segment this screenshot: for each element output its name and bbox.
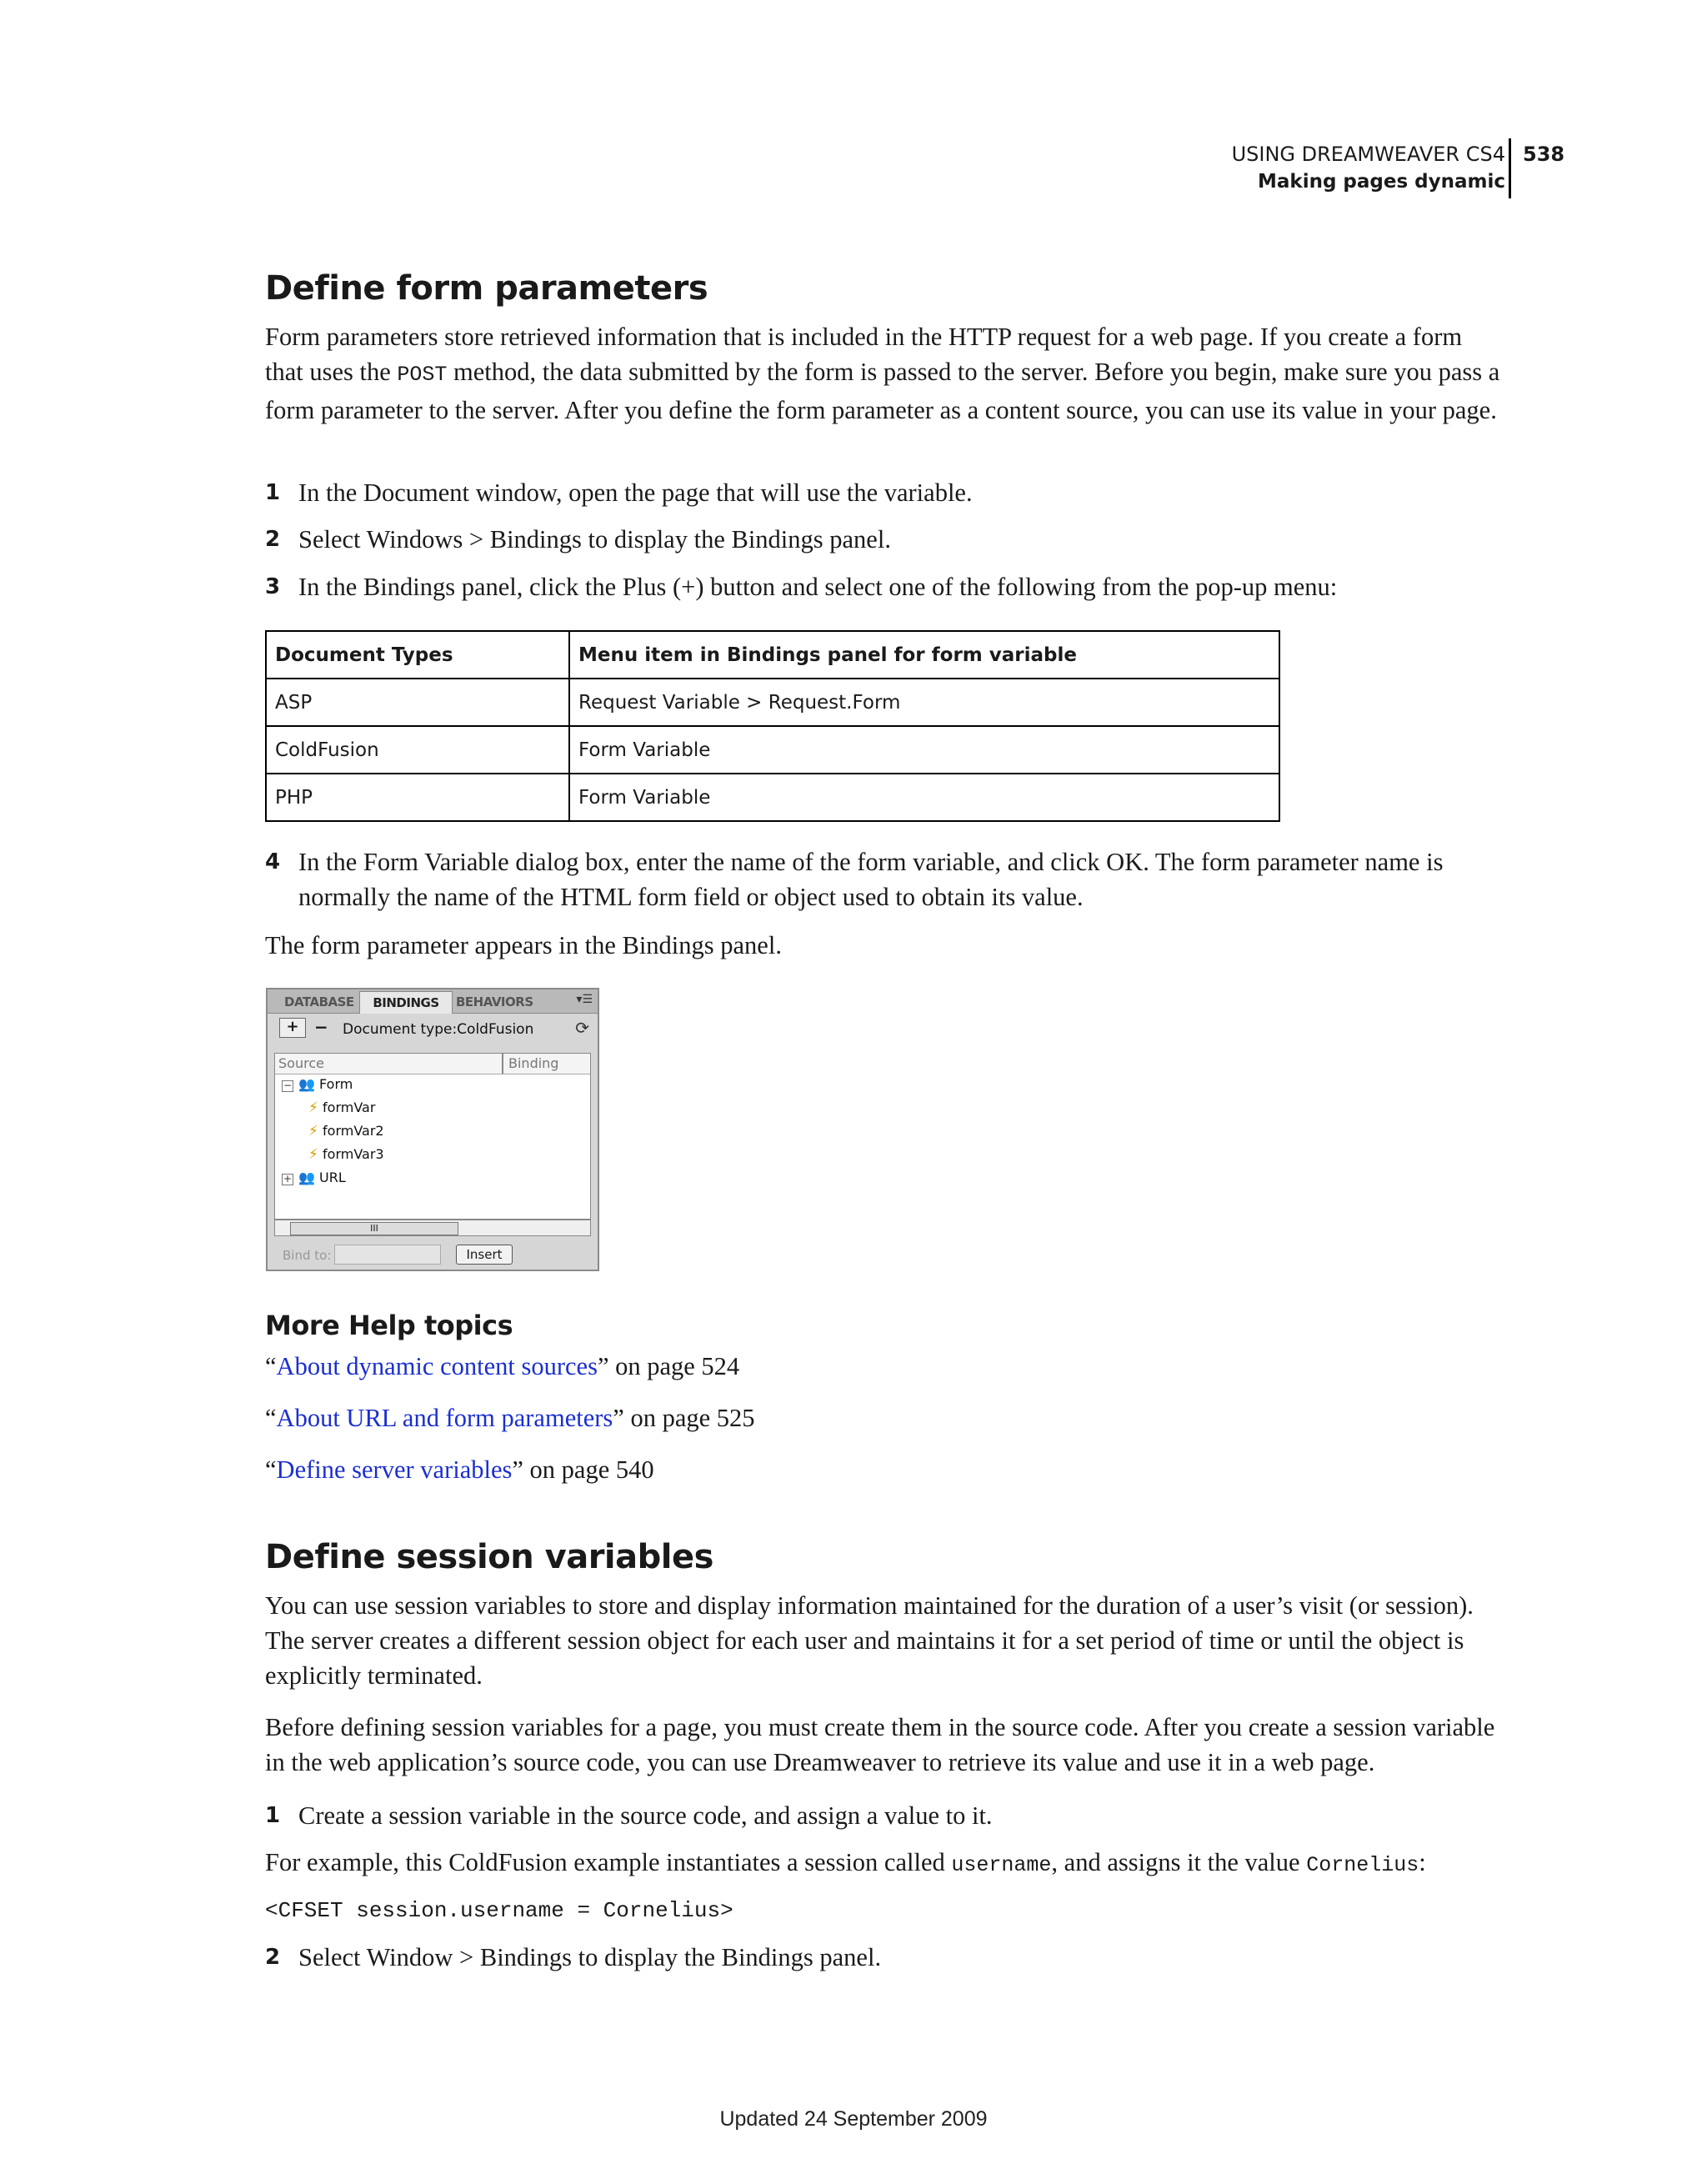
step-number: 1 <box>265 480 281 505</box>
step-text: In the Form Variable dialog box, enter the name of the form variable, and click OK. The form parameter name is normally the name of the HTML form field or object used to obtain its value. <box>298 848 1444 911</box>
expand-url-icon[interactable]: + <box>283 1173 293 1185</box>
lightning-icon: ⚡ <box>308 1123 318 1140</box>
intro-code: POST <box>397 363 448 387</box>
refresh-icon[interactable]: ⟳ <box>575 1018 589 1038</box>
bindings-tree <box>274 1053 591 1220</box>
tab-behaviors[interactable]: BEHAVIORS <box>456 994 533 1009</box>
lightning-icon: ⚡ <box>308 1100 318 1116</box>
table-cell: Form Variable <box>569 726 1279 774</box>
collapse-form-icon[interactable]: − <box>283 1079 293 1091</box>
after-steps-paragraph <box>265 928 1500 963</box>
session-example <box>265 1845 1500 1883</box>
table-row <box>266 774 1279 821</box>
step-2 <box>265 522 1500 557</box>
intro-paragraph <box>265 319 1500 428</box>
example-text-3: : <box>1419 1848 1426 1876</box>
table-row <box>266 679 1279 726</box>
step-number: 2 <box>265 1945 281 1970</box>
panel-footer <box>268 1240 598 1270</box>
table-header-row <box>266 631 1279 679</box>
step-text: Select Windows > Bindings to display the Bindings panel. <box>298 525 891 554</box>
panel-menu-icon[interactable]: ▾☰ <box>576 993 593 1006</box>
column-binding[interactable]: Binding <box>508 1055 559 1071</box>
form-group-icon: 👥 <box>298 1076 315 1092</box>
step-text: Create a session variable in the source code, and assign a value to it. <box>298 1801 993 1830</box>
tree-item-form[interactable] <box>298 1074 353 1095</box>
tab-bindings[interactable]: BINDINGS <box>359 991 453 1014</box>
example-code-2: Cornelius <box>1306 1853 1419 1877</box>
step-number: 3 <box>265 574 281 599</box>
page-number: 538 <box>1523 143 1565 166</box>
section-define-session-variables <box>265 1537 1500 1577</box>
tree-item-label: formVar2 <box>323 1123 384 1139</box>
tree-item-label: Form <box>319 1076 353 1092</box>
add-binding-button[interactable]: + <box>279 1018 306 1038</box>
help-link[interactable]: Define server variables <box>276 1455 513 1484</box>
header-divider <box>1509 138 1511 198</box>
help-link-page: on page 540 <box>523 1455 654 1484</box>
step-text: Select Window > Bindings to display the Bindings panel. <box>298 1943 882 1971</box>
after-steps-text: The form parameter appears in the Bindings panel. <box>265 931 782 959</box>
intro-text-1: Form parameters store retrieved information that is included in the HTTP request for a web page. If you create a form that uses the <box>265 323 1463 386</box>
table-cell: PHP <box>266 774 569 821</box>
step-4 <box>265 844 1500 914</box>
code-sample <box>265 1896 1500 1926</box>
session-paragraph-1 <box>265 1588 1500 1693</box>
step-text: In the Bindings panel, click the Plus (+) button and select one of the following from the pop-up menu: <box>298 573 1338 601</box>
step-number: 2 <box>265 527 281 552</box>
table-row <box>266 726 1279 774</box>
table-cell: ASP <box>266 679 569 726</box>
table-header-cell: Document Types <box>266 631 569 679</box>
bind-to-label: Bind to: <box>283 1248 332 1263</box>
help-link-page: on page 525 <box>623 1404 755 1432</box>
document-type-label: Document type:ColdFusion <box>343 1021 534 1038</box>
scrollbar-thumb[interactable]: III <box>290 1222 458 1235</box>
session-paragraph-2 <box>265 1710 1500 1780</box>
tree-item-formvar[interactable] <box>308 1097 375 1119</box>
section-define-form-parameters <box>265 268 1500 308</box>
insert-button[interactable]: Insert <box>456 1245 513 1265</box>
running-header <box>1232 140 1505 195</box>
help-link[interactable]: About URL and form parameters <box>276 1404 613 1432</box>
column-source[interactable]: Source <box>278 1055 324 1071</box>
updated-date-footer: Updated 24 September 2009 <box>719 2107 988 2131</box>
help-link[interactable]: About dynamic content sources <box>276 1352 598 1380</box>
table-header-cell: Menu item in Bindings panel for form variable <box>569 631 1279 679</box>
session-step-2 <box>265 1940 1500 1975</box>
section-heading: Define form parameters <box>265 269 708 308</box>
bindings-panel-screenshot <box>266 988 599 1271</box>
help-link-3-row: “Define server variables” on page 540 <box>265 1455 654 1484</box>
help-link-2-row: “About URL and form parameters” on page 525 <box>265 1404 755 1432</box>
tree-item-formvar3[interactable] <box>308 1144 384 1165</box>
panel-tab-bar <box>268 989 598 1014</box>
step-1 <box>265 475 1500 510</box>
step-number: 4 <box>265 849 281 874</box>
intro-text-2: method, the data submitted by the form is passed to the server. Before you begin, make sure you pass a form parameter to the server. After you define the form parameter as a content source, you can use its value in your page. <box>265 358 1500 424</box>
tree-column-header <box>275 1054 590 1074</box>
tree-item-label: formVar3 <box>323 1146 384 1162</box>
help-link-page: on page 524 <box>608 1352 740 1380</box>
example-text-2: , and assigns it the value <box>1051 1848 1307 1876</box>
tree-item-url[interactable] <box>298 1167 346 1189</box>
section-heading: Define session variables <box>265 1538 713 1576</box>
step-number: 1 <box>265 1803 281 1828</box>
running-header-subtitle: Making pages dynamic <box>1257 171 1505 193</box>
panel-toolbar <box>268 1014 598 1041</box>
session-step-1 <box>265 1798 1500 1833</box>
example-code-1: username <box>951 1853 1052 1877</box>
column-separator[interactable] <box>502 1054 503 1074</box>
running-header-title: USING DREAMWEAVER CS4 <box>1231 143 1505 166</box>
step-text: In the Document window, open the page that will use the variable. <box>298 478 973 507</box>
tab-database[interactable]: DATABASE <box>284 994 354 1009</box>
paragraph-text: You can use session variables to store and display information maintained for the duration of a user’s visit (or session). The server creates a different session object for each user and maintains it for a set period of time or until the object is explicitly terminated. <box>265 1591 1474 1690</box>
more-help-topics <box>265 1309 1500 1342</box>
lightning-icon: ⚡ <box>308 1146 318 1163</box>
table-cell: Form Variable <box>569 774 1279 821</box>
tree-item-formvar2[interactable] <box>308 1120 384 1142</box>
horizontal-scrollbar[interactable] <box>274 1220 591 1236</box>
step-3 <box>265 569 1500 604</box>
table-cell: Request Variable > Request.Form <box>569 679 1279 726</box>
table-cell: ColdFusion <box>266 726 569 774</box>
tree-item-label: URL <box>319 1170 346 1185</box>
example-text-1: For example, this ColdFusion example instantiates a session called <box>265 1848 952 1876</box>
tree-item-label: formVar <box>323 1100 376 1115</box>
remove-binding-button[interactable]: − <box>314 1017 328 1037</box>
bind-to-select[interactable] <box>334 1245 441 1265</box>
paragraph-text: Before defining session variables for a page, you must create them in the source code. After you create a session variable in the web application’s source code, you can use Dreamweaver to retrieve its value and use it in a web page. <box>265 1713 1495 1776</box>
document-types-table <box>265 630 1280 822</box>
help-link-1-row: “About dynamic content sources” on page 524 <box>265 1352 740 1380</box>
url-group-icon: 👥 <box>298 1170 315 1185</box>
help-heading: More Help topics <box>265 1310 513 1341</box>
code-line: <CFSET session.username = Cornelius> <box>265 1898 733 1923</box>
